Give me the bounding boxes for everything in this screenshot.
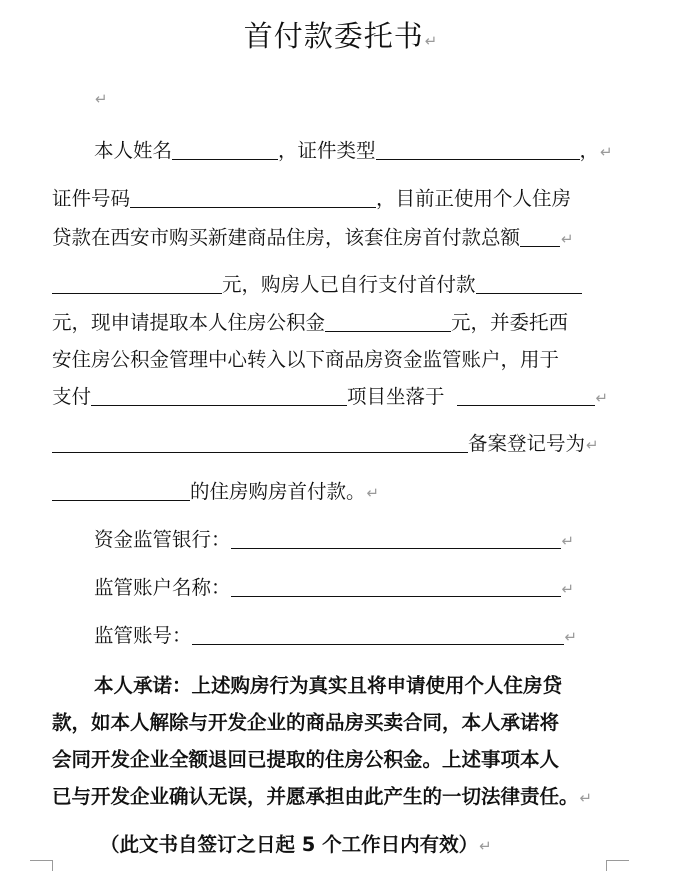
paragraph-line-8 [52, 430, 612, 458]
paragraph-mark-icon: ↵ [366, 484, 380, 502]
bank-row [94, 526, 654, 554]
id-type-label: ，证件类型 [278, 139, 376, 162]
paragraph-line-2 [52, 185, 612, 213]
page-corner-mark-right [606, 860, 629, 871]
validity-note [100, 831, 660, 859]
name-label: 本人姓名 [94, 139, 173, 162]
down-payment-total-blank-a[interactable] [520, 226, 560, 247]
down-payment-total-label: 贷款在西安市购买新建商品住房，该套住房首付款总额 [52, 226, 521, 249]
title-text: 首付款委托书 [243, 19, 424, 53]
paragraph-mark-icon: ↵ [561, 230, 574, 248]
id-type-blank[interactable] [376, 139, 580, 160]
fund-withdraw-label: 元，现申请提取本人住房公积金 [52, 311, 326, 334]
paragraph-mark-icon: ↵ [561, 580, 575, 598]
line-9-text: 的住房购房首付款。 [190, 480, 366, 503]
project-location-label: 项目坐落于 [347, 385, 445, 408]
self-paid-label: 元，购房人已自行支付首付款 [222, 273, 476, 296]
page-corner-mark-left [30, 860, 53, 871]
fund-amount-blank[interactable] [325, 311, 451, 332]
paragraph-mark-icon: ↵ [579, 789, 593, 807]
validity-text: （此文书自签订之日起 5 个工作日内有效） [100, 833, 479, 856]
account-name-row [94, 574, 654, 602]
promise-line-2 [52, 709, 612, 737]
paragraph-line-4 [52, 271, 612, 299]
paragraph-mark-icon: ↵ [95, 90, 108, 108]
paragraph-line-6 [52, 346, 612, 374]
paragraph-line-1 [94, 137, 654, 165]
paragraph-line-9 [52, 478, 612, 506]
promise-text-3: 会同开发企业全额退回已提取的住房公积金。上述事项本人 [52, 748, 560, 771]
paragraph-mark-icon: ↵ [586, 436, 599, 454]
line-2-text: ，目前正使用个人住房 [376, 187, 572, 210]
promise-text-4: 已与开发企业确认无误，并愿承担由此产生的一切法律责任。 [52, 785, 579, 808]
self-paid-blank[interactable] [476, 273, 582, 294]
account-name-blank[interactable] [231, 576, 561, 597]
account-number-row [94, 622, 654, 650]
filing-number-blank[interactable] [52, 480, 190, 501]
supervising-bank-label: 资金监管银行： [94, 528, 231, 551]
account-name-label: 监管账户名称： [94, 576, 231, 599]
paragraph-line-3 [52, 224, 612, 252]
line-5-text: 元，并委托西 [451, 311, 569, 334]
account-number-label: 监管账号： [94, 624, 192, 647]
paragraph-mark-icon: ↵ [424, 32, 439, 50]
empty-paragraph [94, 84, 654, 112]
filing-number-label: 备案登记号为 [468, 432, 586, 455]
id-number-label: 证件号码 [52, 187, 131, 210]
promise-line-1 [94, 672, 654, 700]
document-title [0, 16, 682, 61]
paragraph-line-7 [52, 383, 612, 411]
project-location-blank-a[interactable] [457, 385, 595, 406]
project-location-blank-b[interactable] [52, 432, 468, 453]
promise-line-3 [52, 746, 612, 774]
comma: ， [579, 139, 600, 162]
paragraph-mark-icon: ↵ [561, 532, 575, 550]
pay-label: 支付 [52, 385, 92, 408]
promise-text-2: 款，如本人解除与开发企业的商品房买卖合同，本人承诺将 [52, 711, 560, 734]
paragraph-mark-icon: ↵ [479, 837, 492, 855]
down-payment-total-blank-b[interactable] [52, 273, 222, 294]
line-6-text: 安住房公积金管理中心转入以下商品房资金监管账户，用于 [52, 348, 560, 371]
account-number-blank[interactable] [192, 624, 564, 645]
name-blank[interactable] [172, 139, 278, 160]
paragraph-mark-icon: ↵ [564, 628, 578, 646]
project-name-blank[interactable] [91, 385, 347, 406]
paragraph-mark-icon: ↵ [600, 143, 613, 161]
supervising-bank-blank[interactable] [231, 528, 561, 549]
id-number-blank[interactable] [130, 187, 376, 208]
promise-text-1: 本人承诺：上述购房行为真实且将申请使用个人住房贷 [94, 674, 563, 697]
paragraph-mark-icon: ↵ [595, 389, 609, 407]
promise-line-4 [52, 783, 612, 811]
paragraph-line-5 [52, 309, 612, 337]
